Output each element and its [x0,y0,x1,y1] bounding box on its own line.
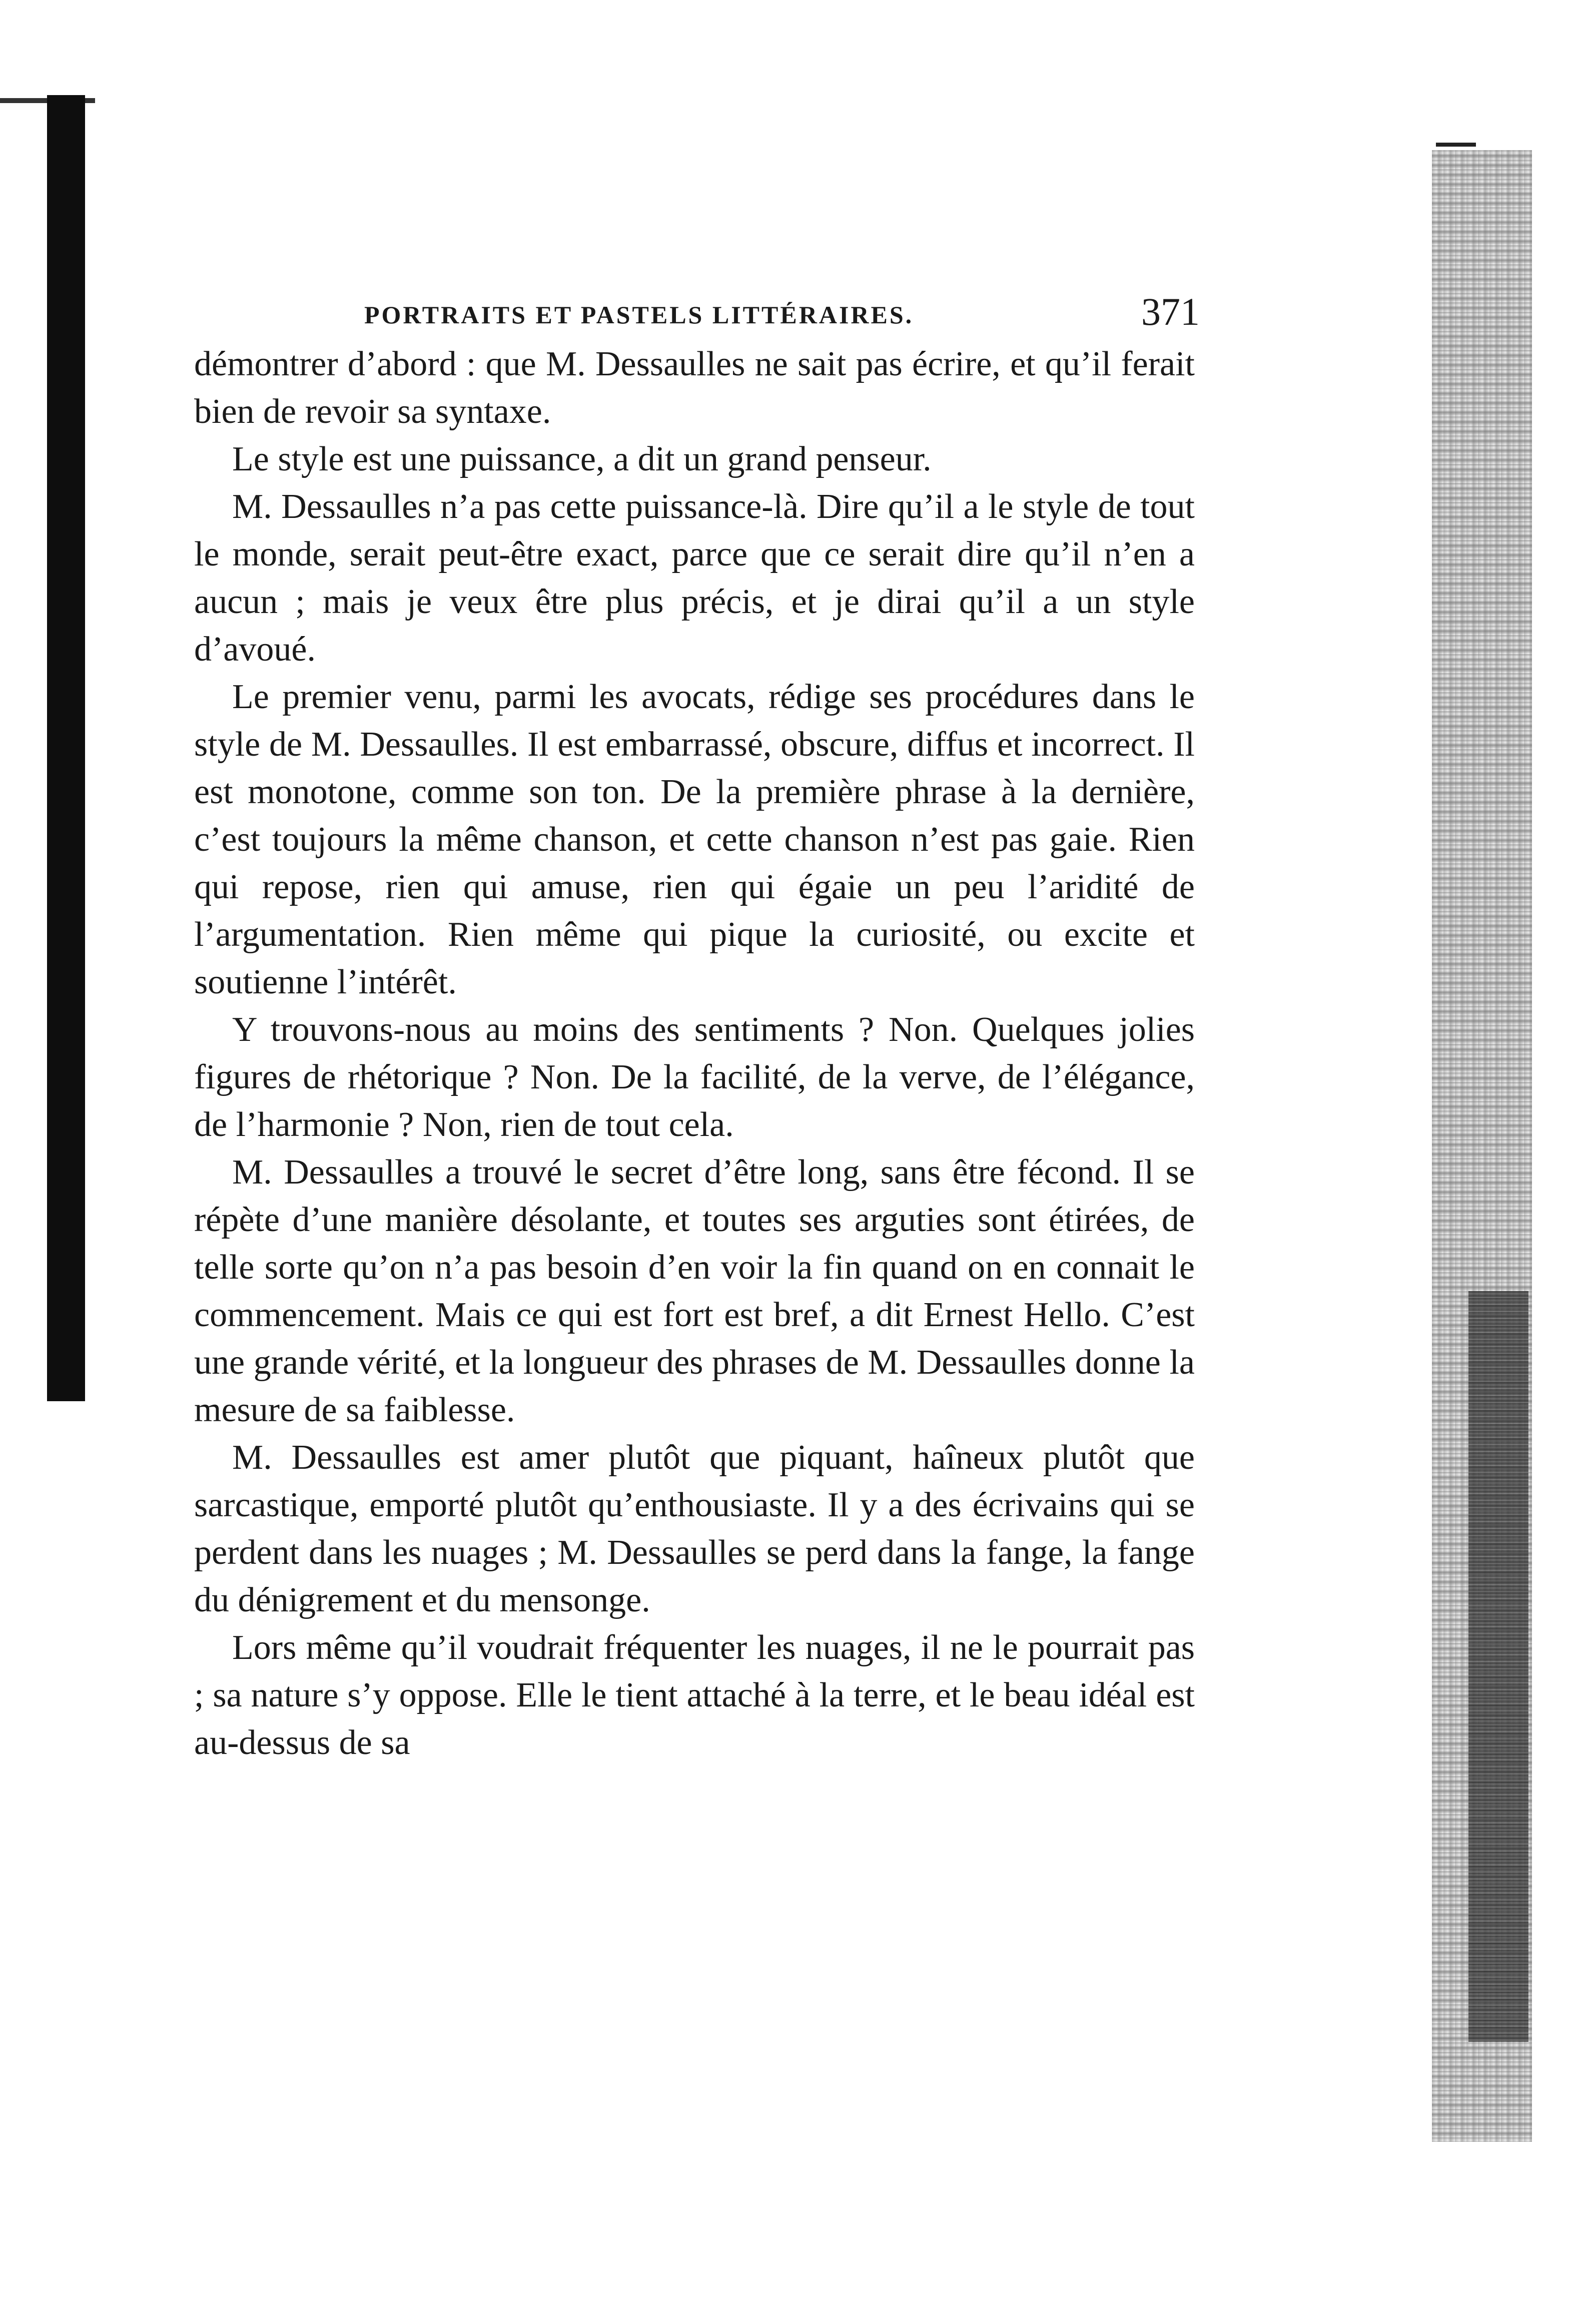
paragraph: Le premier venu, parmi les avocats, rédige ses procédures dans le style de M. Dessaulles. Il est embarrassé, obscure, diffus et incorrect. Il est monotone, comme son ton. De la première phrase à la dernière, c’est toujours la même chanson, et cette chanson n’est pas gaie. Rien qui repose, rien qui amuse, rien qui égaie un peu l’aridité de l’argumentation. Rien même qui pique la curiosité, ou excite et soutienne l’intérêt. [194,678,1195,1001]
running-head [194,280,1200,335]
paragraph: M. Dessaulles est amer plutôt que piquant, haîneux plutôt que sarcastique, emporté plutôt qu’enthousiaste. Il y a des écrivains qui se perdent dans les nuages ; M. Dessaulles se perd dans la fange, la fange du dénigrement et du mensonge. [194,1438,1195,1619]
scan-edge-tick [1436,143,1476,147]
paragraph: Lors même qu’il voudrait fréquenter les nuages, il ne le pourrait pas ; sa nature s’y oppose. Elle le tient attaché à la terre, et le beau idéal est au-dessus de sa [194,1628,1195,1762]
book-page [194,280,1200,1767]
page-number: 371 [1141,290,1200,333]
scan-page-edge-dark [1468,1291,1528,2042]
paragraph: M. Dessaulles n’a pas cette puissance-là. Dire qu’il a le style de tout le monde, serait peut-être exact, parce que ce serait dire qu’il n’en a aucun ; mais je veux être plus précis, et je dirai qu’il a un style d’avoué. [194,487,1195,669]
paragraph: M. Dessaulles a trouvé le secret d’être long, sans être fécond. Il se répète d’une manière désolante, et toutes ses arguties sont étirées, de telle sorte qu’on n’a pas besoin d’en voir la fin quand on en connait le commencement. Mais ce qui est fort est bref, a dit Ernest Hello. C’est une grande vérité, et la longueur des phrases de M. Dessaulles donne la mesure de sa faiblesse. [194,1153,1195,1429]
paragraph: Y trouvons-nous au moins des sentiments ? Non. Quelques jolies figures de rhétorique ? Non. De la facilité, de la verve, de l’élégance, de l’harmonie ? Non, rien de tout cela. [194,1010,1195,1144]
paragraph: démontrer d’abord : que M. Dessaulles ne sait pas écrire, et qu’il ferait bien de revoir sa syntaxe. [194,345,1195,431]
scan-binding-shadow [47,95,85,1401]
paragraph: Le style est une puissance, a dit un grand penseur. [232,440,932,478]
running-head-title: PORTRAITS ET PASTELS LITTÉRAIRES. [364,301,914,329]
